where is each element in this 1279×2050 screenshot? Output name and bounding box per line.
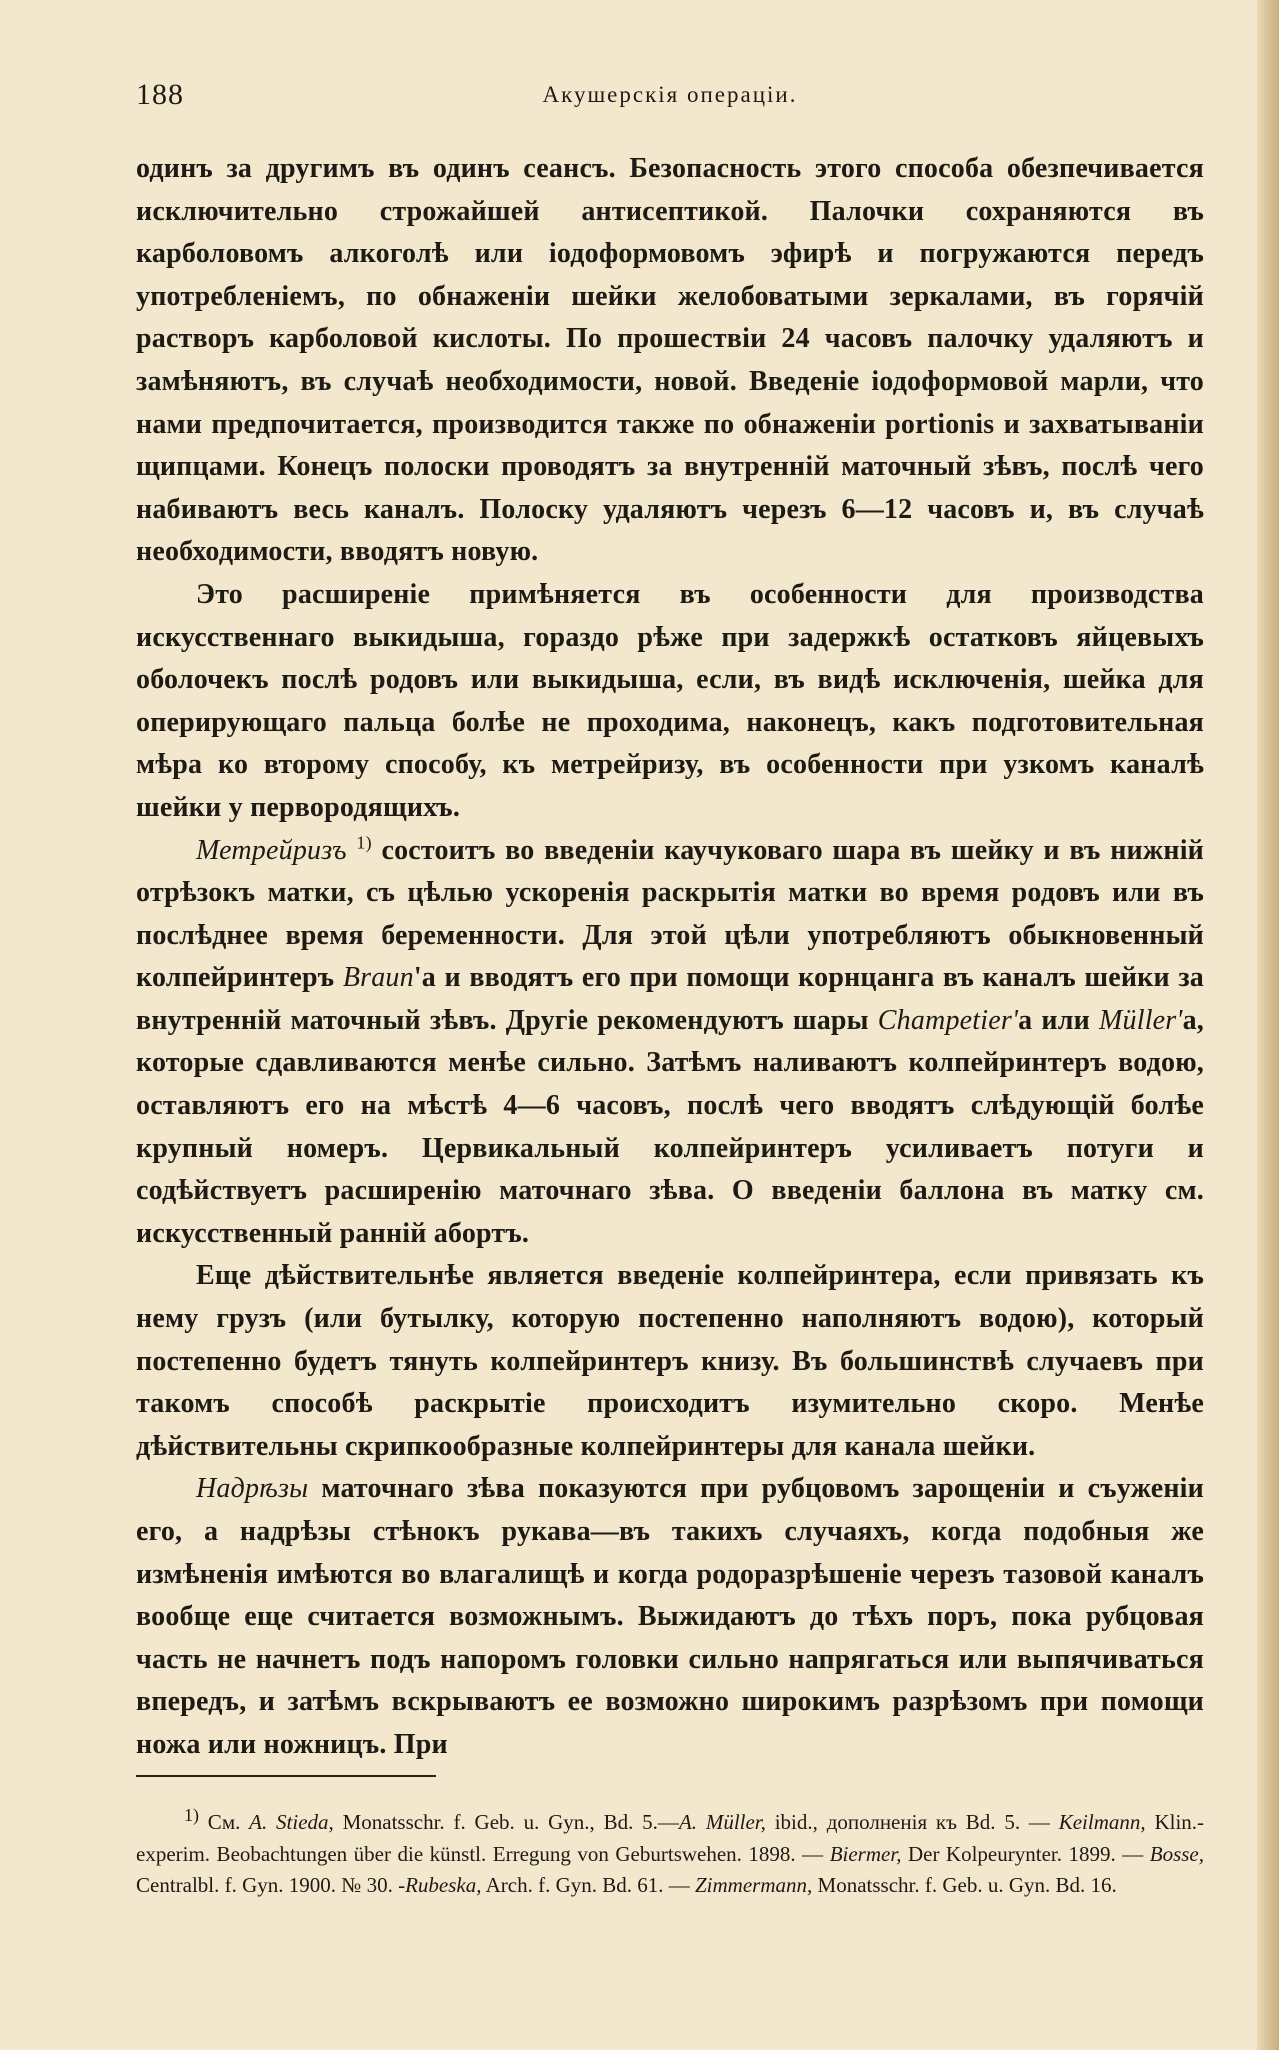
fn-author-muller: A. Müller, [678,1810,766,1834]
page-edge [1257,0,1279,2050]
paragraph-3-text-c: а или [1018,1004,1099,1036]
fn-t4: Klin.-experim. Beobachtungen über die künstl. Erregung von Geburtswehen. 1898. — [136,1810,1205,1866]
term-metreurysis: Метрейризъ [196,834,347,866]
paragraph-4: Еще дѣйствительнѣе является введеніе колпейринтера, если привязать къ нему грузъ (или бутылку, которую постепенно наполняютъ водою), который постепенно будетъ тянуть колпейринтеръ книзу. Въ большинствѣ случаевъ при такомъ способѣ раскрытіе происходитъ изумительно скоро. Менѣе дѣйствительны скрипкообразные колпейринтеры для канала шейки. [136,1260,1204,1462]
fn-author-keilmann: Keilmann, [1058,1810,1146,1834]
fn-author-bosse: Bosse, [1149,1841,1204,1866]
name-champetier: Champetier' [877,1004,1019,1036]
paragraph-5 [136,1468,1204,1766]
fn-author-stieda: A. Stieda, [249,1810,334,1834]
fn-author-rubeska: Rubeska, [405,1873,482,1897]
paragraph-3-text-a: состоитъ во введеніи каучуковаго шара въ шейку и въ нижній отрѣзокъ матки, съ цѣлью ускоренія раскрытія матки во время родовъ или въ послѣднее время беременности. Для этой цѣли употребляютъ обыкновенный колпейринтеръ [136,834,1205,994]
footnote [136,1807,1204,1902]
fn-t3: ibid., дополненія къ Bd. 5. — [765,1810,1059,1834]
paragraph-3 [136,830,1204,1256]
fn-author-zimmermann: Zimmermann, [695,1873,813,1897]
fn-t8: Monatsschr. f. Geb. u. Gyn. Bd. 16. [812,1873,1117,1897]
footnote-mark: 1) [184,1805,199,1825]
fn-t5: Der Kolpeurynter. 1899. — [901,1841,1150,1866]
term-incisions: Надрѣзы [196,1473,309,1505]
footnote-reference[interactable]: 1) [356,832,372,853]
paragraph-2: Это расширеніе примѣняется въ особенности для производства искусственнаго выкидыша, гораздо рѣже при задержкѣ остатковъ яйцевыхъ оболочекъ послѣ родовъ или выкидыша, если, въ видѣ исключенія, шейка для оперирующаго пальца болѣе не проходима, наконецъ, какъ подготовительная мѣра ко второму способу, къ метрейризу, въ особенности при узкомъ каналѣ шейки у первородящихъ. [136,578,1204,823]
page-number: 188 [136,78,184,111]
footnote-text [136,1807,1204,1902]
paragraph-3-text-d: а, которые сдавливаются менѣе сильно. Затѣмъ наливаютъ колпейринтеръ водою, оставляютъ его на мѣстѣ 4—6 часовъ, послѣ чего вводятъ слѣдующій болѣе крупный номеръ. Цервикальный колпейринтеръ усиливаетъ потуги и содѣйствуетъ расширенію маточнаго зѣва. О введеніи баллона въ матку см. искусственный ранній абортъ. [136,1004,1204,1249]
paragraph-1: одинъ за другимъ въ одинъ сеансъ. Безопасность этого способа обезпечивается исключительно строжайшей антисептикой. Палочки сохраняются въ карболовомъ алкоголѣ или іодоформовомъ эфирѣ и погружаются передъ употребленіемъ, по обнаженіи шейки желобоватыми зеркалами, въ горячій растворъ карболовой кислоты. По прошествіи 24 часовъ палочку удаляютъ и замѣняютъ, въ случаѣ необходимости, новой. Введеніе іодоформовой марли, что нами предпочитается, производится также по обнаженіи portionis и захватываніи щипцами. Конецъ полоски проводятъ за внутренній маточный зѣвъ, послѣ чего набиваютъ весь каналъ. Полоску удаляютъ черезъ 6—12 часовъ и, въ случаѣ необходимости, вводятъ новую. [136,153,1204,568]
paragraph-5-text: маточнаго зѣва показуются при рубцовомъ зарощеніи и съуженіи его, а надрѣзы стѣнокъ рукава—въ такихъ случаяхъ, когда подобныя же измѣненія имѣются во влагалищѣ и когда родоразрѣшеніе черезъ тазовой каналъ вообще еще считается возможнымъ. Выжидаютъ до тѣхъ поръ, пока рубцовая часть не начнетъ подъ напоромъ головки сильно напрягаться или выпячиваться впередъ, и затѣмъ вскрываютъ ее возможно широкимъ разрѣзомъ при помощи ножа или ножницъ. При [136,1473,1204,1760]
fn-t6: Centralbl. f. Gyn. 1900. № 30. - [136,1873,406,1897]
fn-t7: Arch. f. Gyn. Bd. 61. — [481,1873,695,1897]
page-header [136,78,1204,118]
name-braun: Braun [342,962,414,994]
fn-t1: См. [199,1810,250,1834]
paragraph-3-text-b: 'а и вводятъ его при помощи корнцанга въ каналъ шейки за внутренній маточный зѣвъ. Другіе рекомендуютъ шары [136,962,1205,1036]
name-muller: Müller' [1098,1004,1183,1036]
fn-t2: Monatsschr. f. Geb. u. Gyn., Bd. 5.— [333,1810,679,1834]
running-title: Акушерскія операціи. [542,82,798,107]
footnote-divider [136,1775,436,1777]
fn-author-biermer: Biermer, [829,1841,902,1866]
body-text [136,148,1204,1767]
